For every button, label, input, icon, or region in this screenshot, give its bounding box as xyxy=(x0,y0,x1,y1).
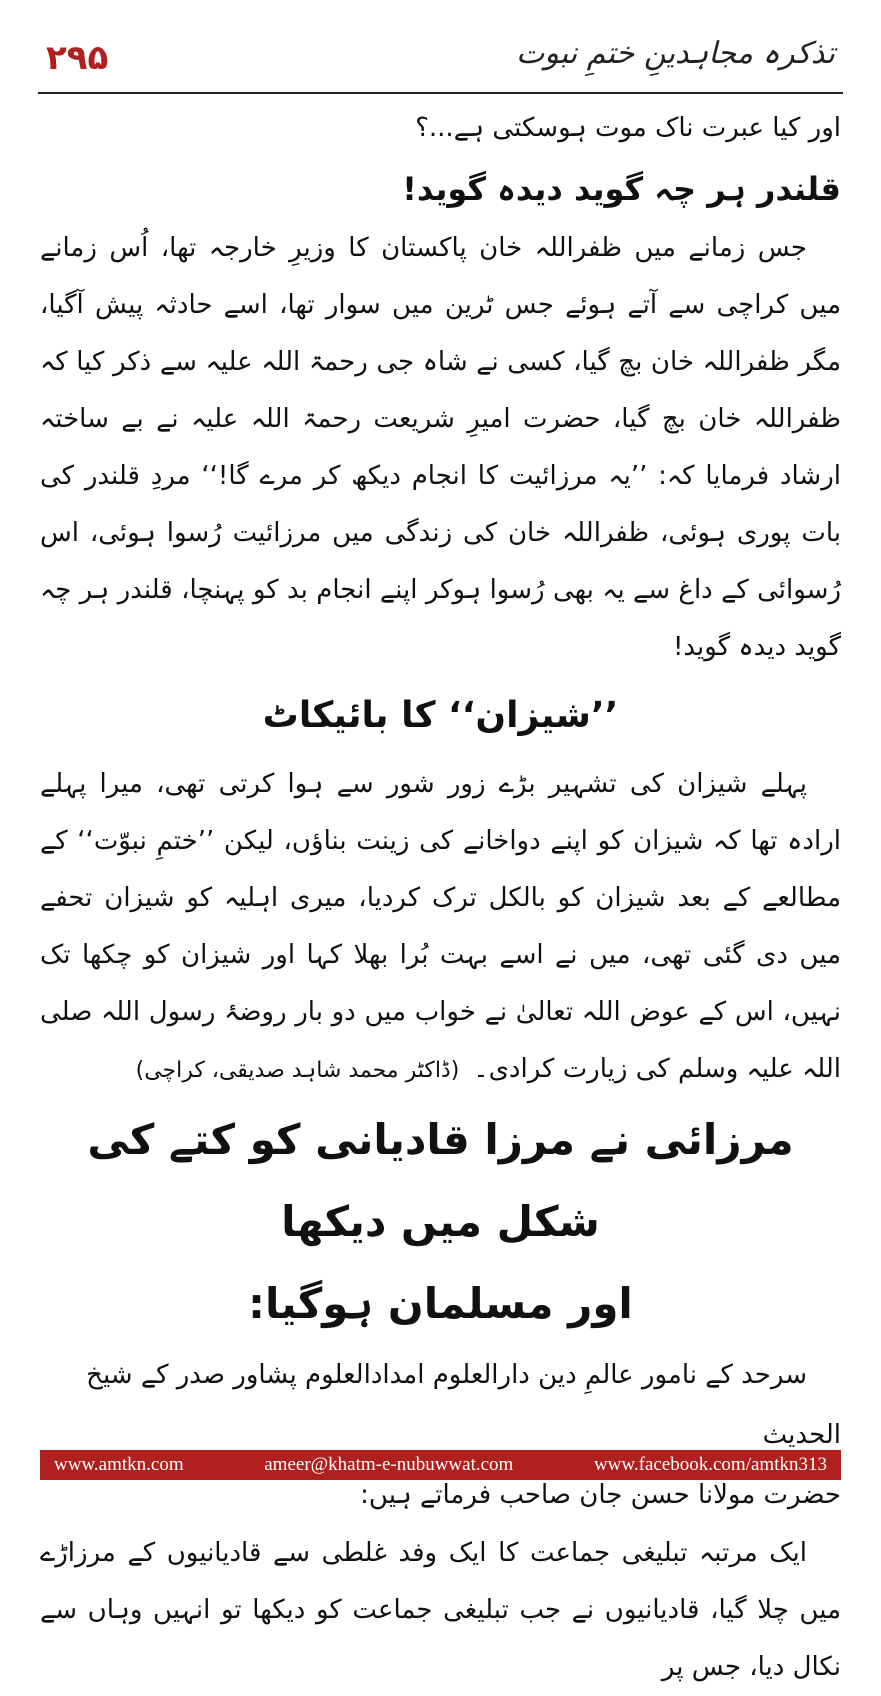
footer-website-link[interactable]: www.amtkn.com xyxy=(54,1454,184,1475)
paragraph-sarhad-line-2: حضرت مولانا حسن جان صاحب فرماتے ہیں: xyxy=(360,1480,841,1510)
page-header xyxy=(38,28,843,92)
paragraph-shezan xyxy=(40,756,841,1099)
footer-facebook-link[interactable]: www.facebook.com/amtkn313 xyxy=(593,1454,827,1475)
paragraph-shezan-credit: (ڈاکٹر محمد شاہد صدیقی، کراچی) xyxy=(135,1058,460,1083)
section-heading-mirzai-line-2: اور مسلمان ہوگیا: xyxy=(248,1279,633,1328)
paragraph-sarhad-line-1: سرحد کے نامور عالمِ دین دارالعلوم امدادالعلوم پشاور صدر کے شیخ الحدیث xyxy=(86,1360,841,1450)
intro-line: اور کیا عبرت ناک موت ہوسکتی ہے...؟ xyxy=(415,113,841,143)
footer-email-link[interactable]: ameer@khatm-e-nubuwwat.com xyxy=(264,1454,514,1475)
paragraph-tablighi: ایک مرتبہ تبلیغی جماعت کا ایک وفد غلطی سے قادیانیوں کے مرزاڑے میں چلا گیا، قادیانیوں نے جب تبلیغی جماعت کو دیکھا تو انہیں وہاں سے نکال دیا، جس پر xyxy=(40,1538,841,1682)
section-heading-shezan: ’’شیزان‘‘ کا بائیکاٹ xyxy=(262,695,619,736)
paragraph-zafarullah: جس زمانے میں ظفراللہ خان پاکستان کا وزیرِ خارجہ تھا، اُس زمانے میں کراچی سے آتے ہوئے جس ٹرین میں سوار تھا، اسے حادثہ پیش آگیا، مگر ظفراللہ خان بچ گیا، کسی نے شاہ جی رحمۃ اللہ علیہ سے ذکر کیا کہ ظفراللہ خان بچ گیا، حضرت امیرِ شریعت رحمۃ اللہ علیہ نے بے ساختہ ارشاد فرمایا کہ: ’’یہ مرزائیت کا انجام دیکھ کر مرے گا!‘‘ مردِ قلندر کی بات پوری ہوئی، ظفراللہ خان کی زندگی میں مرزائیت رُسوا ہوئی، اس رُسوائی کے داغ سے یہ بھی رُسوا ہوکر اپنے انجام بد کو پہنچا، قلندر ہر چہ گوید دیدہ گوید! xyxy=(40,233,841,662)
header-divider xyxy=(38,92,843,94)
running-title: تذکرہ مجاہدینِ ختمِ نبوت xyxy=(516,36,835,71)
footer-bar xyxy=(40,1450,841,1480)
paragraph-shezan-text: پہلے شیزان کی تشہیر بڑے زور شور سے ہوا کرتی تھی، میرا پہلے ارادہ تھا کہ شیزان کو اپنے دواخانے کی زینت بناؤں، لیکن ’’ختمِ نبوّت‘‘ کے مطالعے کے بعد شیزان کو بالکل ترک کردیا، میری اہلیہ کو شیزان تحفے میں دی گئی تھی، میں نے اسے بہت بُرا بھلا کہا اور شیزان کو چکھا تک نہیں، اس کے عوض اللہ تعالیٰ نے خواب میں دو بار روضۂ رسول اللہ صلی اللہ علیہ وسلم کی زیارت کرادی۔ xyxy=(40,769,841,1084)
section-heading-qalandar: قلندر ہر چہ گوید دیدہ گوید! xyxy=(402,170,841,208)
section-heading-mirzai-line-1: مرزائی نے مرزا قادیانی کو کتے کی شکل میں دیکھا xyxy=(87,1115,794,1246)
page-number: ۲۹۵ xyxy=(46,38,109,78)
